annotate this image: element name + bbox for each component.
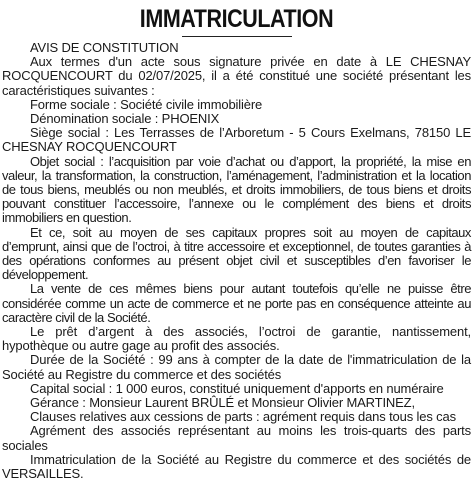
- approval: Agrément des associés représentant au moins les trois-quarts des parts sociales: [2, 423, 471, 453]
- legal-form: Forme sociale : Société civile immobilière: [30, 96, 263, 112]
- duration: Durée de la Société : 99 ans à compter de la date de l'immatriculation de la Société au Registre du commerce et des sociétés: [2, 352, 471, 382]
- purpose-financing: Et ce, soit au moyen de ses capitaux propres soit au moyen de capitaux d’emprunt, ainsi que de l’octroi, à titre accessoire et exceptionnel, de toutes garanties à des opérations conformes au présent objet civil et susceptibles d’en favoriser le développement.: [2, 224, 471, 283]
- notice-title: IMMATRICULATION: [139, 5, 334, 33]
- management: Gérance : Monsieur Laurent BRÛLÉ et Monsieur Olivier MARTINEZ,: [30, 395, 415, 411]
- purpose-loans: Le prêt d’argent à des associés, l’octroi de garantie, nantissement, hypothèque ou autre gage au profit des associés.: [2, 324, 471, 354]
- notice-intro: Aux termes d'un acte sous signature privée en date à LE CHESNAY ROCQUENCOURT du 02/07/2025, il a été constitué une société présentant les caractéristiques suivantes :: [2, 54, 471, 98]
- notice-heading: AVIS DE CONSTITUTION: [30, 40, 179, 55]
- registration: Immatriculation de la Société au Registre du commerce et des sociétés de VERSAILLES.: [2, 451, 471, 481]
- registered-office: Siège social : Les Terrasses de l’Arboretum - 5 Cours Exelmans, 78150 LE CHESNAY ROCQUENCOURT: [2, 125, 471, 155]
- company-name: Dénomination sociale : PHOENIX: [30, 111, 220, 127]
- corporate-purpose: Objet social : l’acquisition par voie d’achat ou d’apport, la propriété, la mise en valeur, la transformation, la construction, l’aménagement, l’administration et la location de tous biens, meublés ou non meublés, et droits immobiliers, de tous biens et droits pouvant constituer l’accessoire, l’annexe ou le complément des biens et droits immobiliers en question.: [2, 153, 471, 226]
- share-capital: Capital social : 1 000 euros, constitué uniquement d'apports en numéraire: [30, 380, 444, 396]
- title-underline: [182, 36, 292, 37]
- purpose-sale: La vente de ces mêmes biens pour autant toutefois qu’elle ne puisse être considérée comme un acte de commerce et ne porte pas en conséquence atteinte au caractère civil de la Société.: [2, 281, 471, 325]
- notice-body: [2, 41, 471, 481]
- transfer-clauses: Clauses relatives aux cessions de parts : agrément requis dans tous les cas: [30, 409, 456, 425]
- legal-notice: [2, 0, 471, 481]
